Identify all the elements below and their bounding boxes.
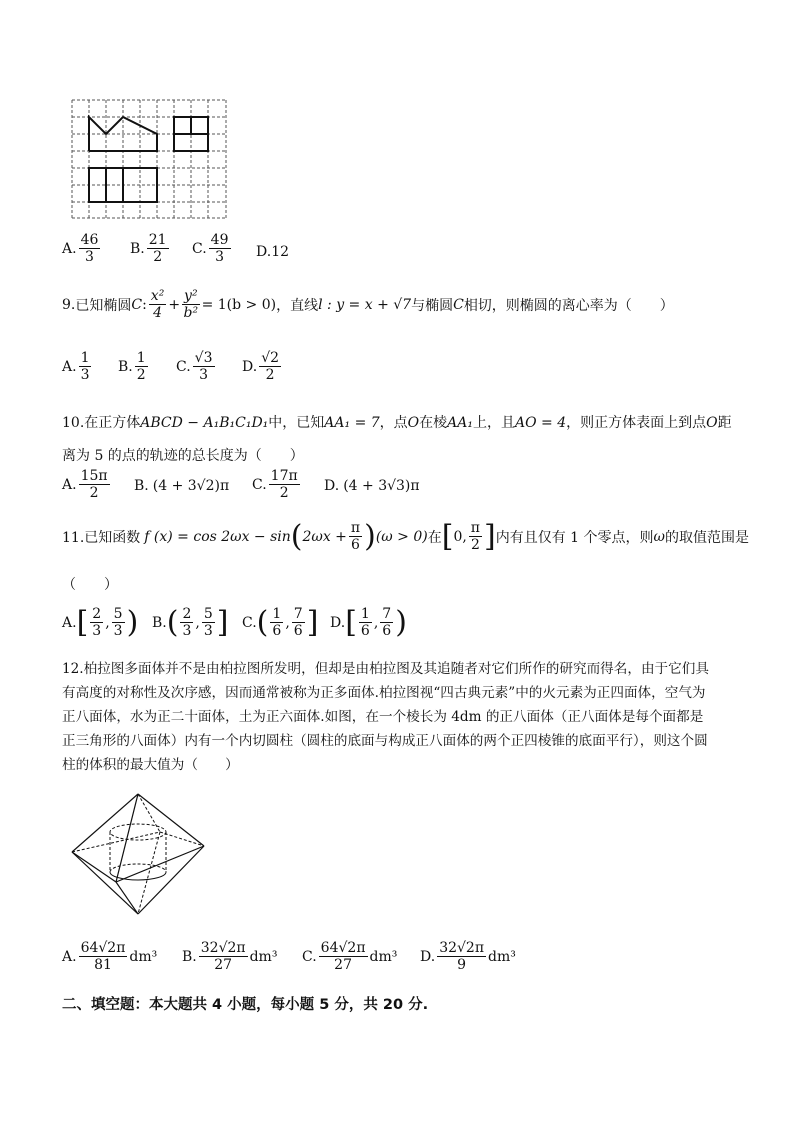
- q8-option-b: B. $\frac{21}{2}$: [130, 232, 167, 265]
- fraction: $\frac{21}{2}$: [148, 232, 167, 265]
- fraction: $\frac{64√2\pi}{27}$: [320, 940, 366, 973]
- q9-option-c: C. $\frac{√3}{3}$: [176, 350, 213, 383]
- fraction: $\frac{2}{3}$: [92, 606, 102, 639]
- fraction: $\frac{√2}{2}$: [261, 350, 280, 383]
- q12-option-b: B. $\frac{32√2\pi}{27}$ dm³: [182, 940, 278, 973]
- fraction: $\frac{2}{3}$: [182, 606, 192, 639]
- q8-option-a: A. $\frac{46}{3}$: [62, 232, 99, 265]
- q12-option-a: A. $\frac{64√2\pi}{81}$ dm³: [62, 940, 158, 973]
- q11-option-b: B. ( $\frac{2}{3}$ , $\frac{5}{3}$ ]: [152, 604, 229, 640]
- q12-option-c: C. $\frac{64√2\pi}{27}$ dm³: [302, 940, 398, 973]
- fraction: $\frac{17\pi}{2}$: [270, 468, 298, 501]
- fraction: $\frac{√3}{3}$: [194, 350, 213, 383]
- fraction: $\frac{1}{6}$: [360, 606, 370, 639]
- fraction: $\frac{5}{3}$: [203, 606, 213, 639]
- q8-option-c: C. $\frac{49}{3}$: [192, 232, 229, 265]
- q10-option-d: D. (4 + 3√3)π: [324, 478, 420, 494]
- q12-stem: 12.柏拉图多面体并不是由柏拉图所发明，但却是由柏拉图及其追随者对它们所作的研究而得名，由于它们具 有高度的对称性及次序感，因而通常被称为正多面体.柏拉图视“四古典元素”中的火元素为正四面体，空气为 正八面体，水为正二十面体，土为正六面体.如图，在一个棱长为 4dm 的正八面体（正八面体是每个面都是 正三角形的八面体）内有一个内切圆柱（圆柱的底面与构成正八面体的两个正四棱锥的底面平行），则这个圆 柱的体积的最大值为（ ）: [62, 661, 709, 773]
- section-heading: 二、填空题：本大题共 4 小题，每小题 5 分，共 20 分.: [62, 997, 429, 1013]
- fraction: $\frac{7}{6}$: [382, 606, 392, 639]
- octahedron-cylinder-figure: [68, 792, 208, 916]
- fraction: $\frac{46}{3}$: [80, 232, 99, 265]
- fraction: $\frac{\text{x²}}{4}$: [150, 288, 165, 321]
- fraction: $\frac{64√2\pi}{81}$: [80, 940, 126, 973]
- q10-stem-line2: 离为 5 的点的轨迹的总长度为（ ）: [62, 448, 304, 464]
- q11-option-d: D. [ $\frac{1}{6}$ , $\frac{7}{6}$ ): [330, 604, 407, 640]
- q9-option-a: A. $\frac{1}{3}$: [62, 350, 90, 383]
- fraction: $\frac{7}{6}$: [293, 606, 303, 639]
- fraction: $\frac{49}{3}$: [210, 232, 229, 265]
- q11-option-c: C. ( $\frac{1}{6}$ , $\frac{7}{6}$ ]: [242, 604, 319, 640]
- q9-option-d: D. $\frac{√2}{2}$: [242, 350, 280, 383]
- fraction: $\frac{32√2\pi}{9}$: [439, 940, 485, 973]
- q11-answer-blank: （ ）: [62, 577, 118, 593]
- fraction: $\frac{\pi}{2}$: [470, 520, 480, 553]
- fraction: $\frac{1}{3}$: [80, 350, 90, 383]
- fraction: $\frac{15\pi}{2}$: [80, 468, 108, 501]
- three-view-figure: [70, 98, 230, 220]
- q10-option-b: B. (4 + 3√2)π: [134, 478, 230, 494]
- fraction: $\frac{5}{3}$: [113, 606, 123, 639]
- q11-stem: 11.已知函数 f (x) = cos 2ωx − sin ( 2ωx + $\frac{\pi}{6}$ ) (ω > 0) 在 [ 0, $\frac{\pi}{2}$ ] 内有且仅有 1 个零点，则 ω 的取值范围是: [62, 518, 749, 554]
- q9-stem: 9. 已知椭圆 C : $\frac{\text{x²}}{4}$ + $\frac{\text{y²}}{\text{b²}}$ = 1(b > 0) ，直线 l : y = x + √7 与椭圆 C 相切，则椭圆的离心率为（ ）: [62, 288, 674, 321]
- q10-option-c: C. $\frac{17\pi}{2}$: [252, 468, 298, 501]
- fraction: $\frac{\text{y²}}{\text{b²}}$: [183, 288, 199, 321]
- q10-stem-line1: 10.在正方体ABCD − A₁B₁C₁D₁中，已知AA₁ = 7，点O在棱AA₁上，且AO = 4，则正方体表面上到点O距: [62, 415, 732, 431]
- fraction: $\frac{1}{6}$: [272, 606, 282, 639]
- q11-option-a: A. [ $\frac{2}{3}$ , $\frac{5}{3}$ ): [62, 604, 139, 640]
- fraction: $\frac{1}{2}$: [136, 350, 146, 383]
- q12-option-d: D. $\frac{32√2\pi}{9}$ dm³: [420, 940, 516, 973]
- fraction: $\frac{\pi}{6}$: [350, 520, 361, 553]
- fraction: $\frac{32√2\pi}{27}$: [200, 940, 246, 973]
- q9-option-b: B. $\frac{1}{2}$: [118, 350, 146, 383]
- q10-option-a: A. $\frac{15\pi}{2}$: [62, 468, 108, 501]
- q8-option-d: D. 12: [256, 244, 290, 260]
